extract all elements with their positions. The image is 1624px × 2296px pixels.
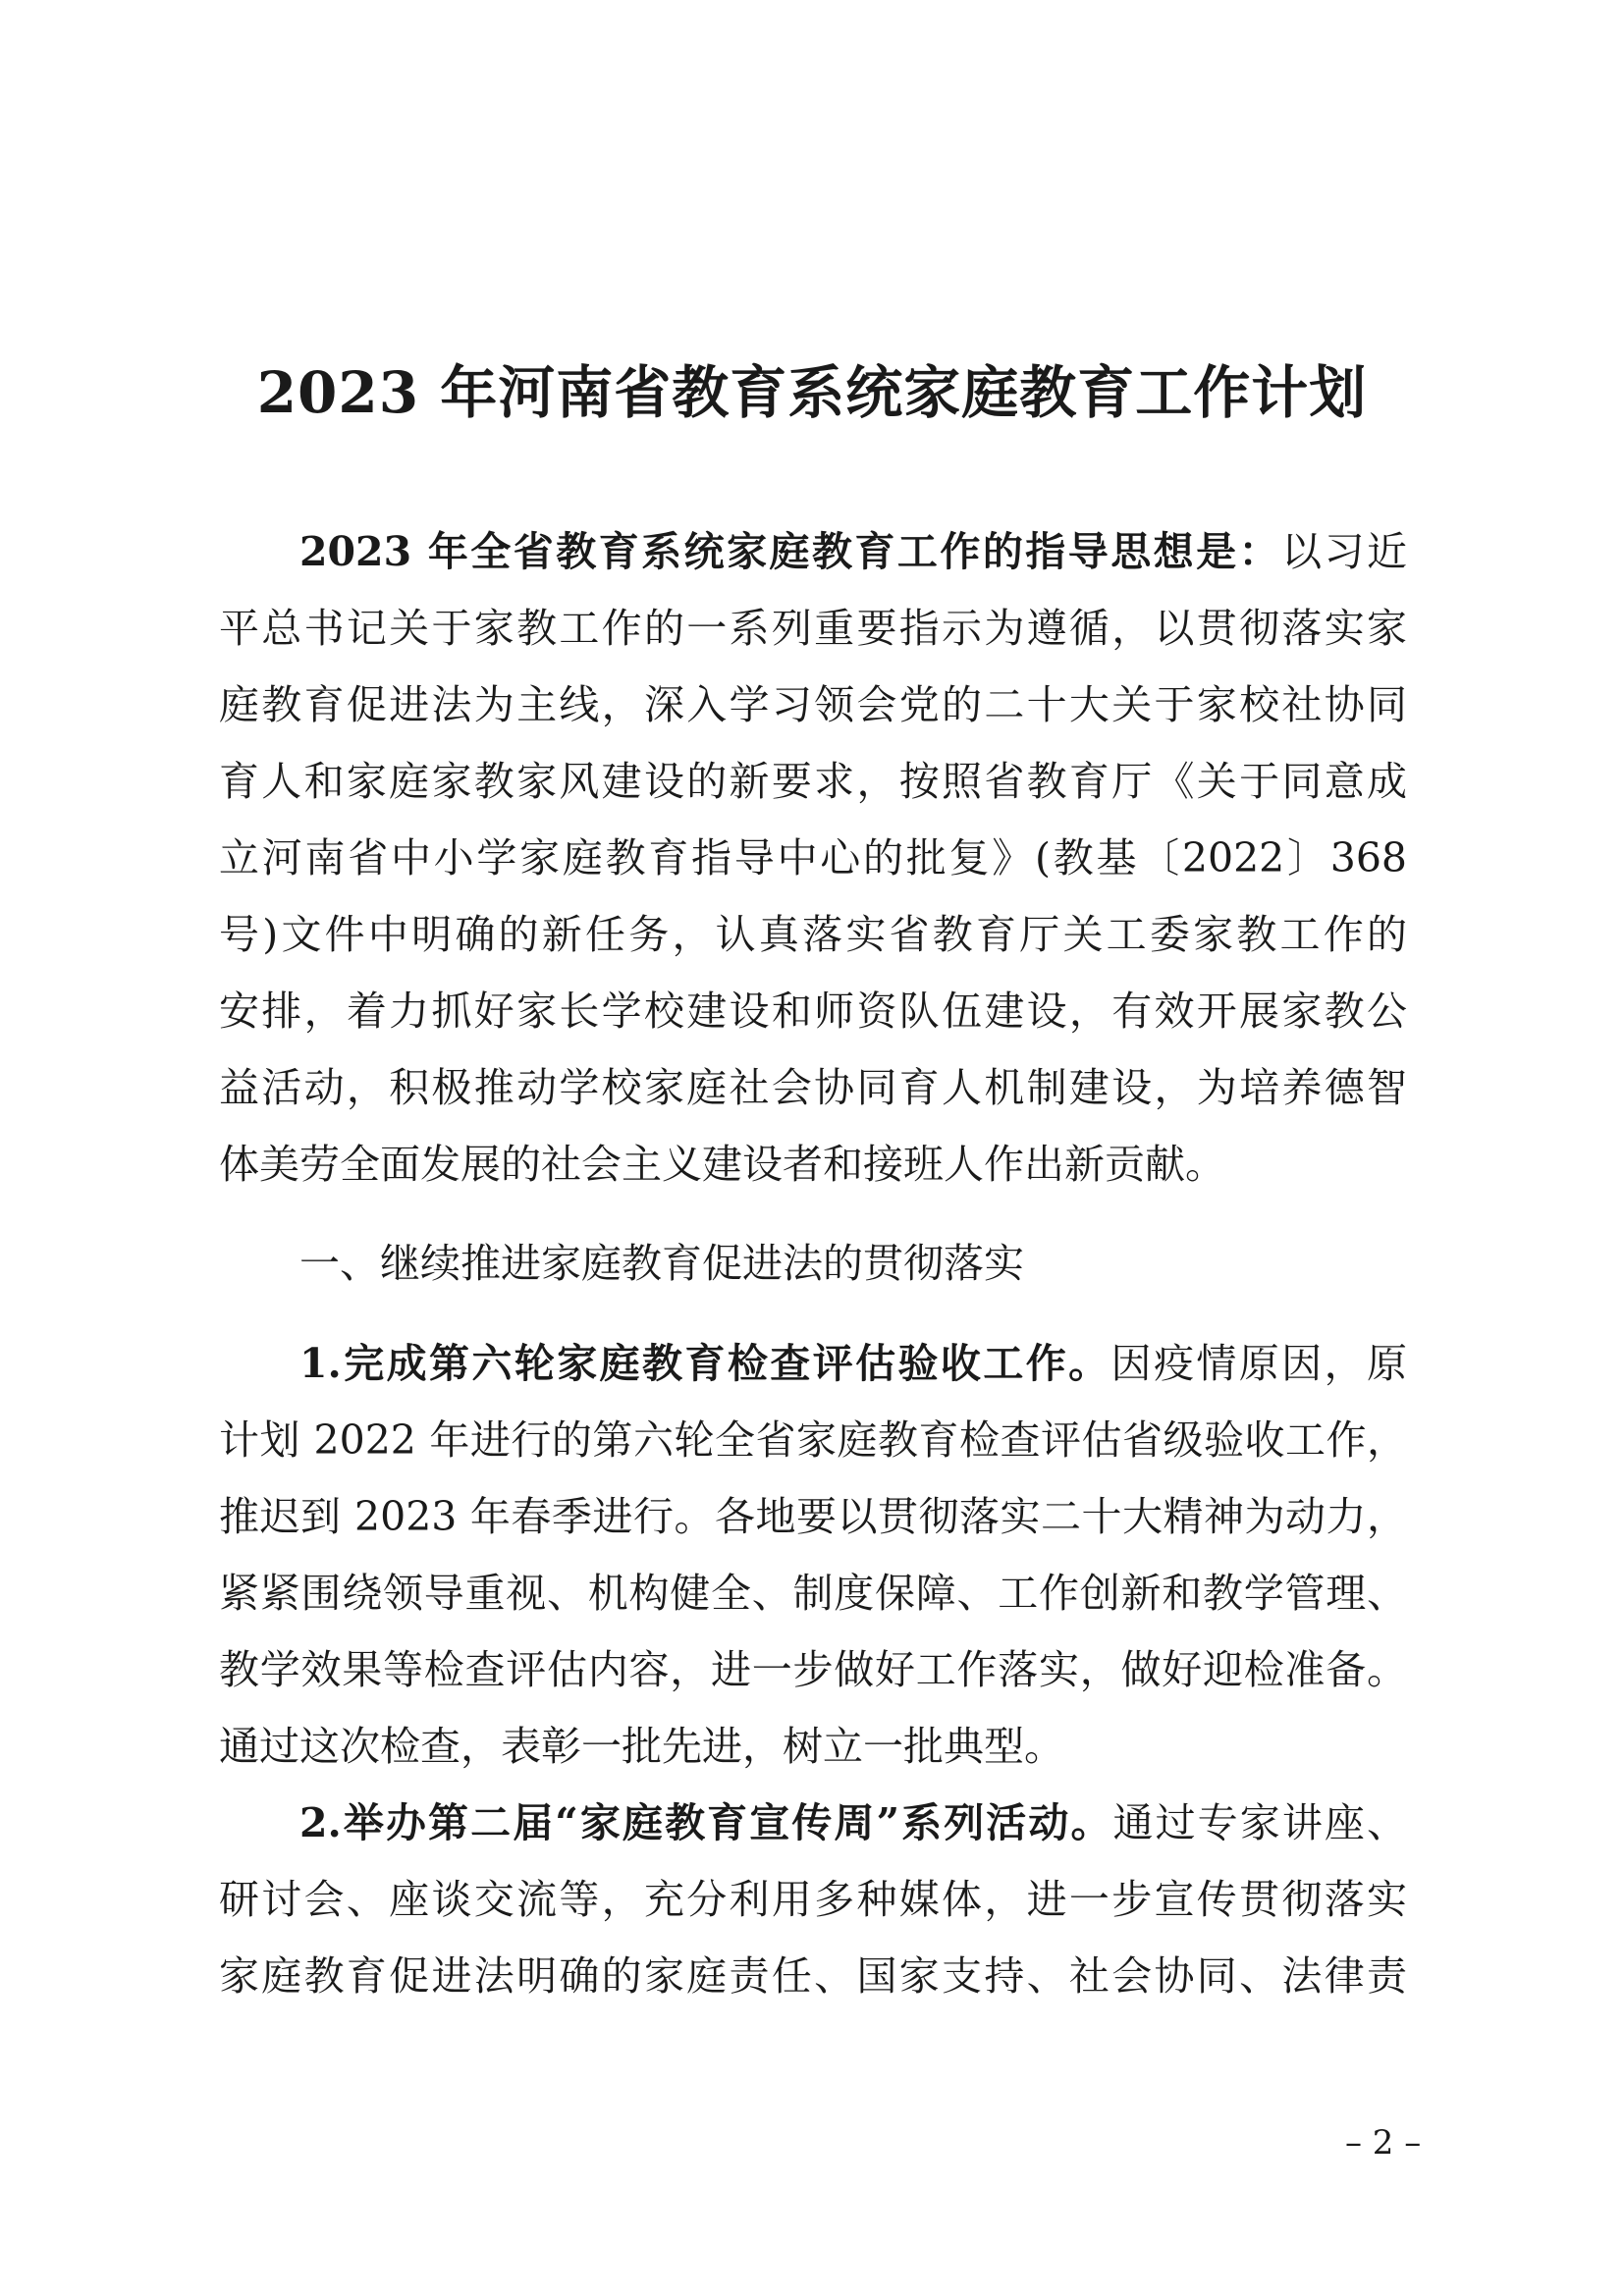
item-1-line-6: 通过这次检查，表彰一批先进，树立一批典型。 xyxy=(219,1723,1064,1770)
item-1-lead: 1.完成第六轮家庭教育检查评估验收工作。 xyxy=(299,1340,1111,1387)
intro-line-1 xyxy=(299,513,1407,590)
intro-line-6: 号)文件中明确的新任务，认真落实省教育厅关工委家教工作的 xyxy=(219,911,1407,958)
item-2-line-1-rest: 通过专家讲座、 xyxy=(1112,1799,1407,1846)
item-2-line-2: 研讨会、座谈交流等，充分利用多种媒体，进一步宣传贯彻落实 xyxy=(219,1876,1407,1923)
item-1-line-1 xyxy=(299,1325,1407,1402)
item-1-line-3: 推迟到 2023 年春季进行。各地要以贯彻落实二十大精神为动力， xyxy=(219,1493,1407,1540)
intro-lead: 2023 年全省教育系统家庭教育工作的指导思想是： xyxy=(299,528,1282,575)
intro-line-4: 育人和家庭家教家风建设的新要求，按照省教育厅《关于同意成 xyxy=(219,758,1407,805)
item-1-line-2: 计划 2022 年进行的第六轮全省家庭教育检查评估省级验收工作， xyxy=(219,1416,1407,1464)
intro-line-7: 安排，着力抓好家长学校建设和师资队伍建设，有效开展家教公 xyxy=(219,988,1407,1035)
item-1-line-4: 紧紧围绕领导重视、机构健全、制度保障、工作创新和教学管理、 xyxy=(219,1570,1407,1617)
intro-line-2: 平总书记关于家教工作的一系列重要指示为遵循，以贯彻落实家 xyxy=(219,605,1407,652)
item-2-line-3: 家庭教育促进法明确的家庭责任、国家支持、社会协同、法律责 xyxy=(219,1952,1407,2000)
item-2-line-1 xyxy=(299,1785,1407,1861)
document-title: 2023 年河南省教育系统家庭教育工作计划 xyxy=(256,359,1368,426)
item-1-line-1-rest: 因疫情原因，原 xyxy=(1110,1340,1407,1387)
intro-line-1-rest: 以习近 xyxy=(1281,528,1408,575)
intro-line-5: 立河南省中小学家庭教育指导中心的批复》(教基〔2022〕368 xyxy=(219,834,1407,881)
item-2-lead: 2.举办第二届“家庭教育宣传周”系列活动。 xyxy=(299,1799,1113,1846)
intro-line-8: 益活动，积极推动学校家庭社会协同育人机制建设，为培养德智 xyxy=(219,1064,1407,1111)
item-1-line-5: 教学效果等检查评估内容，进一步做好工作落实，做好迎检准备。 xyxy=(219,1646,1407,1693)
page-number: – 2 – xyxy=(1345,2123,1422,2163)
section-1-heading: 一、继续推进家庭教育促进法的贯彻落实 xyxy=(299,1240,1024,1287)
intro-line-9: 体美劳全面发展的社会主义建设者和接班人作出新贡献。 xyxy=(219,1141,1225,1188)
intro-line-3: 庭教育促进法为主线，深入学习领会党的二十大关于家校社协同 xyxy=(219,681,1407,728)
